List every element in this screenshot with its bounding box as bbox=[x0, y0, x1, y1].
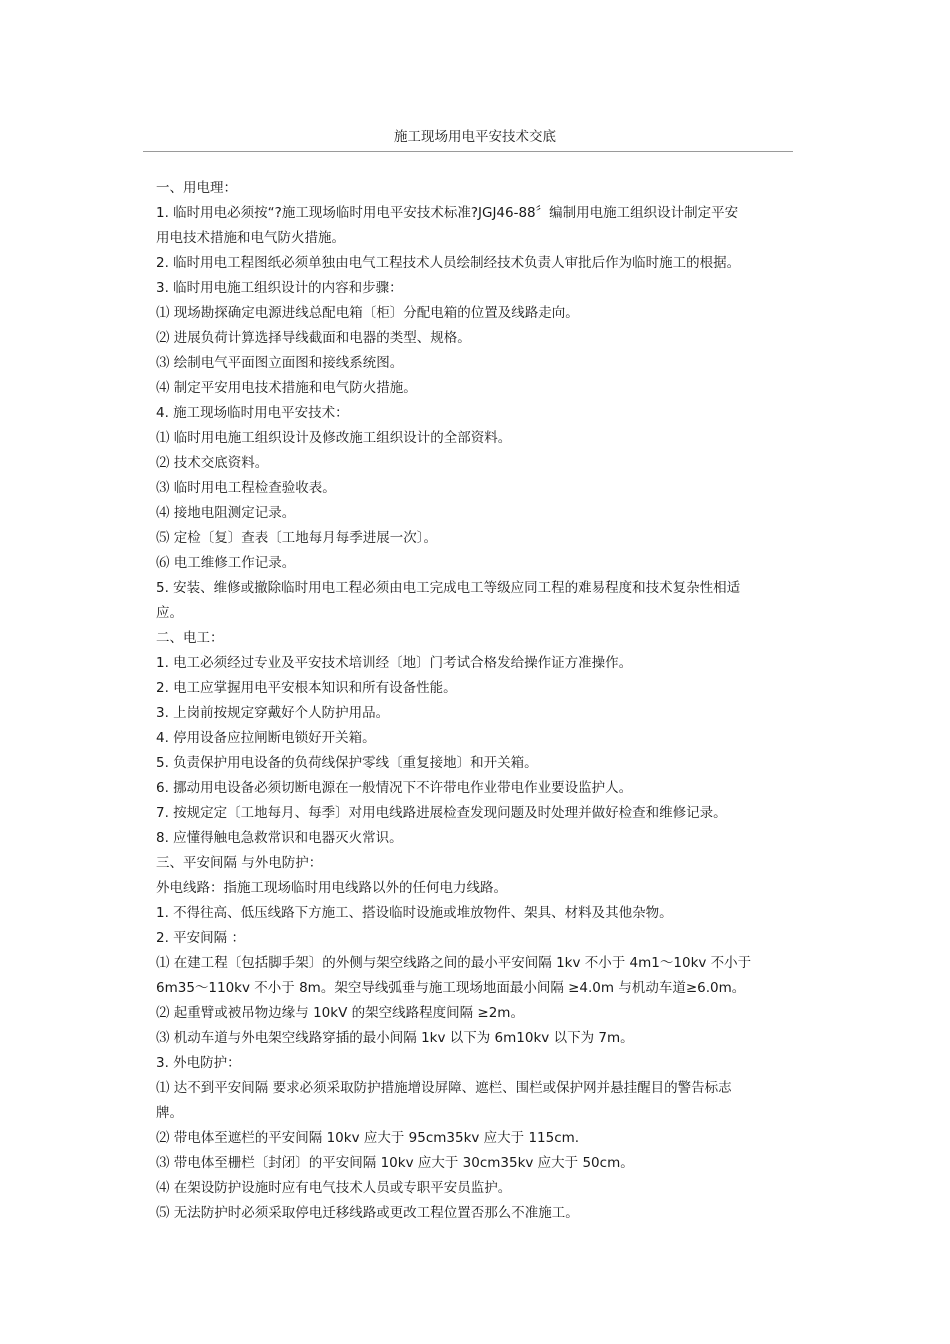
text-line: 2. 临时用电工程图纸必须单独由电气工程技术人员绘制经技术负责人审批后作为临时施工的根据。 bbox=[156, 255, 741, 271]
section-heading-2: 二、电工： bbox=[156, 630, 224, 646]
text-line: ⑸ 无法防护时必须采取停电迁移线路或更改工程位置否那么不准施工。 bbox=[156, 1205, 579, 1221]
text-line: 5. 负责保护用电设备的负荷线保护零线〔重复接地〕和开关箱。 bbox=[156, 755, 538, 771]
text-line: ⑴ 现场勘探确定电源进线总配电箱〔柜〕分配电箱的位置及线路走向。 bbox=[156, 305, 579, 321]
text-line: 6. 挪动用电设备必须切断电源在一般情况下不许带电作业带电作业要设监护人。 bbox=[156, 780, 633, 796]
title-divider bbox=[143, 151, 793, 152]
text-line: 4. 施工现场临时用电平安技术： bbox=[156, 405, 349, 421]
text-line: ⑶ 绘制电气平面图立面图和接线系统图。 bbox=[156, 355, 404, 371]
text-line: 2. 电工应掌握用电平安根本知识和所有设备性能。 bbox=[156, 680, 457, 696]
text-line: 应。 bbox=[156, 605, 183, 621]
text-line: ⑷ 在架设防护设施时应有电气技术人员或专职平安员监护。 bbox=[156, 1180, 512, 1196]
text-line: ⑷ 接地电阻测定记录。 bbox=[156, 505, 296, 521]
text-line: 1. 电工必须经过专业及平安技术培训经〔地〕门考试合格发给操作证方准操作。 bbox=[156, 655, 633, 671]
text-line: ⑶ 机动车道与外电架空线路穿插的最小间隔 1kv 以下为 6m10kv 以下为 7m。 bbox=[156, 1030, 634, 1046]
text-line: 2. 平安间隔 ： bbox=[156, 930, 245, 946]
text-line: 牌。 bbox=[156, 1105, 183, 1121]
text-line: 1. 临时用电必须按“?施工现场临时用电平安技术标准?JGJ46-88〞编制用电施工组织设计制定平安 bbox=[156, 205, 739, 221]
text-line: ⑵ 起重臂或被吊物边缘与 10kV 的架空线路程度间隔 ≥2m。 bbox=[156, 1005, 524, 1021]
text-line: 1. 不得往高、低压线路下方施工、搭设临时设施或堆放物件、架具、材料及其他杂物。 bbox=[156, 905, 673, 921]
text-line: ⑸ 定检〔复〕查表〔工地每月每季进展一次〕。 bbox=[156, 530, 438, 546]
text-line: 外电线路：指施工现场临时用电线路以外的任何电力线路。 bbox=[156, 880, 507, 896]
text-line: 3. 上岗前按规定穿戴好个人防护用品。 bbox=[156, 705, 390, 721]
page-title: 施工现场用电平安技术交底 bbox=[394, 129, 556, 145]
text-line: ⑹ 电工维修工作记录。 bbox=[156, 555, 296, 571]
text-line: ⑴ 达不到平安间隔 要求必须采取防护措施增设屏障、遮栏、围栏或保护网并悬挂醒目的警告标志 bbox=[156, 1080, 732, 1096]
text-line: ⑵ 进展负荷计算选择导线截面和电器的类型、规格。 bbox=[156, 330, 471, 346]
text-line: ⑴ 在建工程〔包括脚手架〕的外侧与架空线路之间的最小平安间隔 1kv 不小于 4m1～10kv 不小于 bbox=[156, 955, 752, 971]
text-line: ⑶ 带电体至栅栏〔封闭〕的平安间隔 10kv 应大于 30cm35kv 应大于 50cm。 bbox=[156, 1155, 634, 1171]
document-body bbox=[156, 176, 796, 1226]
text-line: 5. 安装、维修或撤除临时用电工程必须由电工完成电工等级应同工程的难易程度和技术复杂性相适 bbox=[156, 580, 741, 596]
text-line: 3. 外电防护： bbox=[156, 1055, 241, 1071]
section-heading-1: 一、用电理： bbox=[156, 180, 237, 196]
text-line: 4. 停用设备应拉闸断电锁好开关箱。 bbox=[156, 730, 376, 746]
text-line: 用电技术措施和电气防火措施。 bbox=[156, 230, 345, 246]
section-heading-3: 三、平安间隔 与外电防护： bbox=[156, 855, 323, 871]
text-line: ⑷ 制定平安用电技术措施和电气防火措施。 bbox=[156, 380, 417, 396]
text-line: ⑴ 临时用电施工组织设计及修改施工组织设计的全部资料。 bbox=[156, 430, 512, 446]
text-line: ⑶ 临时用电工程检查验收表。 bbox=[156, 480, 336, 496]
text-line: ⑵ 带电体至遮栏的平安间隔 10kv 应大于 95cm35kv 应大于 115cm. bbox=[156, 1130, 580, 1146]
text-line: 7. 按规定定〔工地每月、每季〕对用电线路进展检查发现问题及时处理并做好检查和维修记录。 bbox=[156, 805, 727, 821]
text-line: 3. 临时用电施工组织设计的内容和步骤： bbox=[156, 280, 403, 296]
text-line: ⑵ 技术交底资料。 bbox=[156, 455, 269, 471]
text-line: 8. 应懂得触电急救常识和电器灭火常识。 bbox=[156, 830, 403, 846]
text-line: 6m35～110kv 不小于 8m。架空导线弧垂与施工现场地面最小间隔 ≥4.0m 与机动车道≥6.0m。 bbox=[156, 980, 746, 996]
